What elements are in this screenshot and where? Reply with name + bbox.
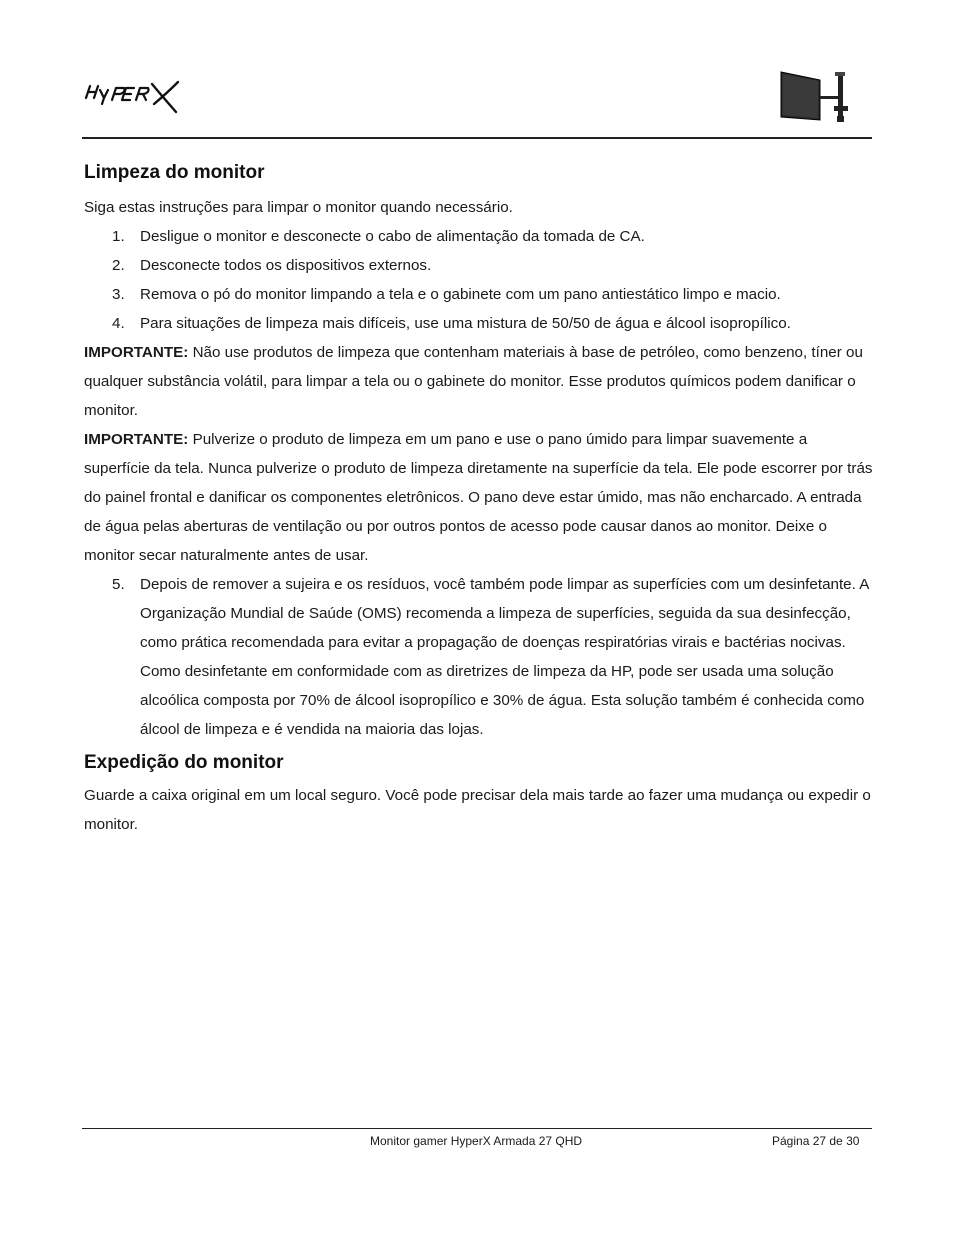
step-number: 2. <box>112 257 125 274</box>
step-text: Para situações de limpeza mais difíceis, use uma mistura de 50/50 de água e álcool isopropílico. <box>140 315 791 332</box>
important-note-1 <box>84 338 874 425</box>
cleaning-intro: Siga estas instruções para limpar o monitor quando necessário. <box>84 199 513 216</box>
footer-page-number: Página 27 de 30 <box>772 1134 860 1148</box>
section-title-cleaning: Limpeza do monitor <box>84 162 265 183</box>
cleaning-steps-continued <box>84 570 874 744</box>
step-number: 5. <box>112 576 125 593</box>
step-text: Desconecte todos os dispositivos externos. <box>140 257 432 274</box>
list-item <box>84 251 874 280</box>
important-text: Não use produtos de limpeza que contenham materiais à base de petróleo, como benzeno, tíner ou qualquer substância volátil, para limpar a tela ou o gabinete do monitor. Esse produtos químicos podem danificar o monitor. <box>84 344 863 419</box>
section-title-shipping: Expedição do monitor <box>84 752 284 773</box>
document-body <box>84 158 874 839</box>
step-number: 3. <box>112 286 125 303</box>
step-text: Remova o pó do monitor limpando a tela e o gabinete com um pano antiestático limpo e macio. <box>140 286 781 303</box>
list-item <box>84 280 874 309</box>
step-text: Depois de remover a sujeira e os resíduos, você também pode limpar as superfícies com um desinfetante. A Organização Mundial de Saúde (OMS) recomenda a limpeza de superfícies, seguida da sua desinfecção, como prática recomendada para evitar a propagação de doenças respiratórias virais e bactérias nocivas. Como desinfetante em conformidade com as diretrizes de limpeza da HP, pode ser usada uma solução alcoólica composta por 70% de álcool isopropílico e 30% de água. Esta solução também é conhecida como álcool de limpeza e é vendida na maioria das lojas. <box>140 576 869 738</box>
footer-divider <box>82 1128 872 1129</box>
list-item <box>84 570 874 744</box>
step-text: Desligue o monitor e desconecte o cabo de alimentação da tomada de CA. <box>140 228 645 245</box>
shipping-text: Guarde a caixa original em um local seguro. Você pode precisar dela mais tarde ao fazer uma mudança ou expedir o monitor. <box>84 787 871 833</box>
important-note-2 <box>84 425 874 570</box>
step-number: 4. <box>112 315 125 332</box>
header-divider <box>82 137 872 139</box>
list-item <box>84 222 874 251</box>
important-label: IMPORTANTE: <box>84 344 189 361</box>
list-item <box>84 309 874 338</box>
monitor-arm-icon <box>778 70 854 126</box>
step-number: 1. <box>112 228 125 245</box>
footer-document-title: Monitor gamer HyperX Armada 27 QHD <box>370 1134 583 1148</box>
important-text: Pulverize o produto de limpeza em um pano e use o pano úmido para limpar suavemente a superfície da tela. Nunca pulverize o produto de limpeza diretamente na superfície da tela. Ele pode escorrer por trás do painel frontal e danificar os componentes eletrônicos. O pano deve estar úmido, mas não encharcado. A entrada de água pelas aberturas de ventilação ou por outros pontos de acesso pode causar danos ao monitor. Deixe o monitor secar naturalmente antes de usar. <box>84 431 873 564</box>
hyperx-logo-icon <box>84 78 184 114</box>
important-label: IMPORTANTE: <box>84 431 189 448</box>
cleaning-steps <box>84 222 874 338</box>
